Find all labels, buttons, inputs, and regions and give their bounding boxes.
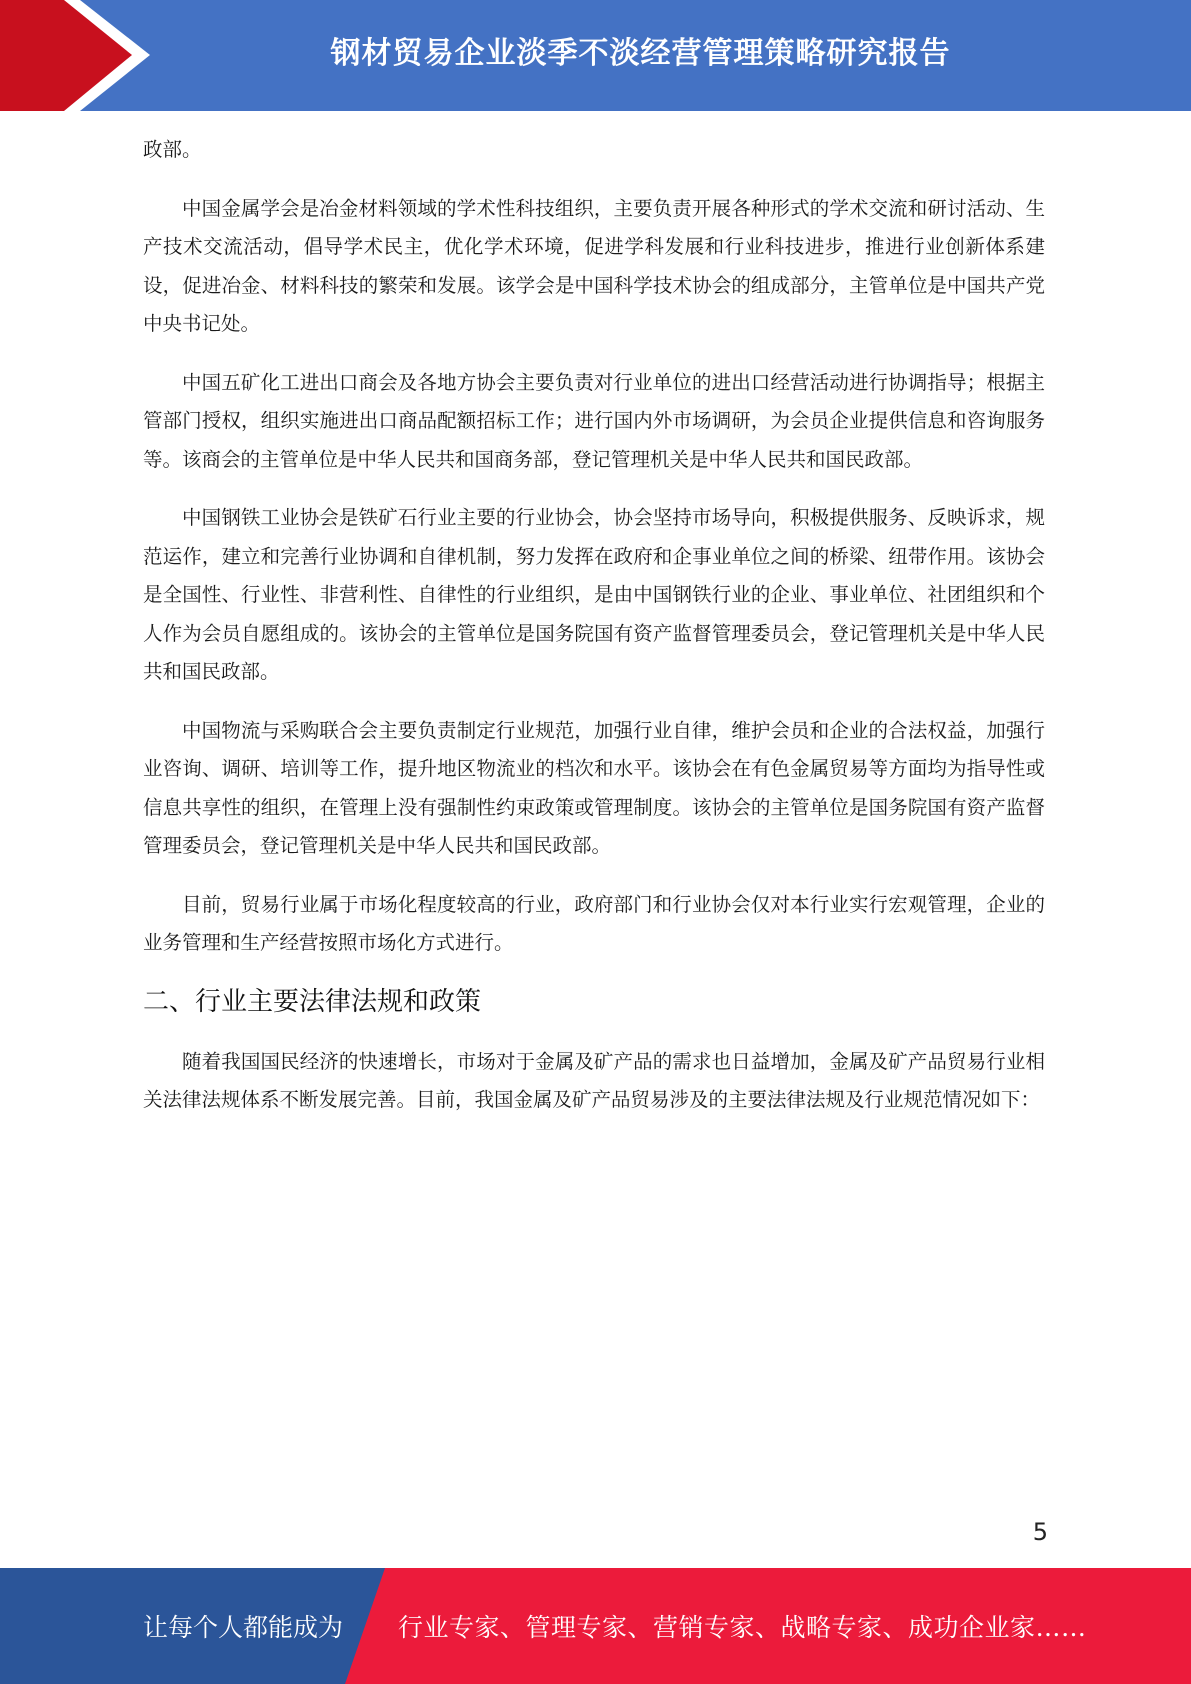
footer-slogan-right: 行业专家、管理专家、营销专家、战略专家、成功企业家…… xyxy=(398,1613,1087,1642)
paragraph-laws-intro: 随着我国国民经济的快速增长，市场对于金属及矿产品的需求也日益增加，金属及矿产品贸易行业相关法律法规体系不断发展完善。目前，我国金属及矿产品贸易涉及的主要法律法规及行业规范情况如下： xyxy=(143,1049,1045,1111)
section-heading: 二、行业主要法律法规和政策 xyxy=(143,986,482,1017)
paragraph-market-status: 目前，贸易行业属于市场化程度较高的行业，政府部门和行业协会仅对本行业实行宏观管理，企业的业务管理和生产经营按照市场化方式进行。 xyxy=(143,892,1045,954)
paragraph-steel-association: 中国钢铁工业协会是铁矿石行业主要的行业协会，协会坚持市场导向，积极提供服务、反映诉求，规范运作，建立和完善行业协调和自律机制，努力发挥在政府和企事业单位之间的桥梁、纽带作用。该协会是全国性、行业性、非营利性、自律性的行业组织，是由中国钢铁行业的企业、事业单位、社团组织和个人作为会员自愿组成的。该协会的主管单位是国务院国有资产监督管理委员会，登记管理机关是中华人民共和国民政部。 xyxy=(143,506,1045,683)
document-body xyxy=(143,131,1045,1140)
footer-slogan-left: 让每个人都能成为 xyxy=(143,1613,344,1642)
paragraph-logistics-federation: 中国物流与采购联合会主要负责制定行业规范，加强行业自律，维护会员和企业的合法权益，加强行业咨询、调研、培训等工作，提升地区物流业的档次和水平。该协会在有色金属贸易等方面均为指导性或信息共享性的组织，在管理上没有强制性约束政策或管理制度。该协会的主管单位是国务院国有资产监督管理委员会，登记管理机关是中华人民共和国民政部。 xyxy=(143,718,1045,857)
page-number: 5 xyxy=(1032,1518,1048,1546)
report-title: 钢材贸易企业淡季不淡经营管理策略研究报告 xyxy=(330,36,951,71)
page-footer xyxy=(0,1568,1191,1684)
page-header xyxy=(0,0,1191,111)
paragraph-continuation: 政部。 xyxy=(143,138,202,161)
paragraph-minmetals-chamber: 中国五矿化工进出口商会及各地方协会主要负责对行业单位的进出口经营活动进行协调指导；根据主管部门授权，组织实施进出口商品配额招标工作；进行国内外市场调研，为会员企业提供信息和咨询服务等。该商会的主管单位是中华人民共和国商务部，登记管理机关是中华人民共和国民政部。 xyxy=(143,370,1045,471)
paragraph-metal-society: 中国金属学会是冶金材料领域的学术性科技组织，主要负责开展各种形式的学术交流和研讨活动、生产技术交流活动，倡导学术民主，优化学术环境，促进学科发展和行业科技进步，推进行业创新体系建设，促进冶金、材料科技的繁荣和发展。该学会是中国科学技术协会的组成部分，主管单位是中国共产党中央书记处。 xyxy=(143,196,1045,335)
